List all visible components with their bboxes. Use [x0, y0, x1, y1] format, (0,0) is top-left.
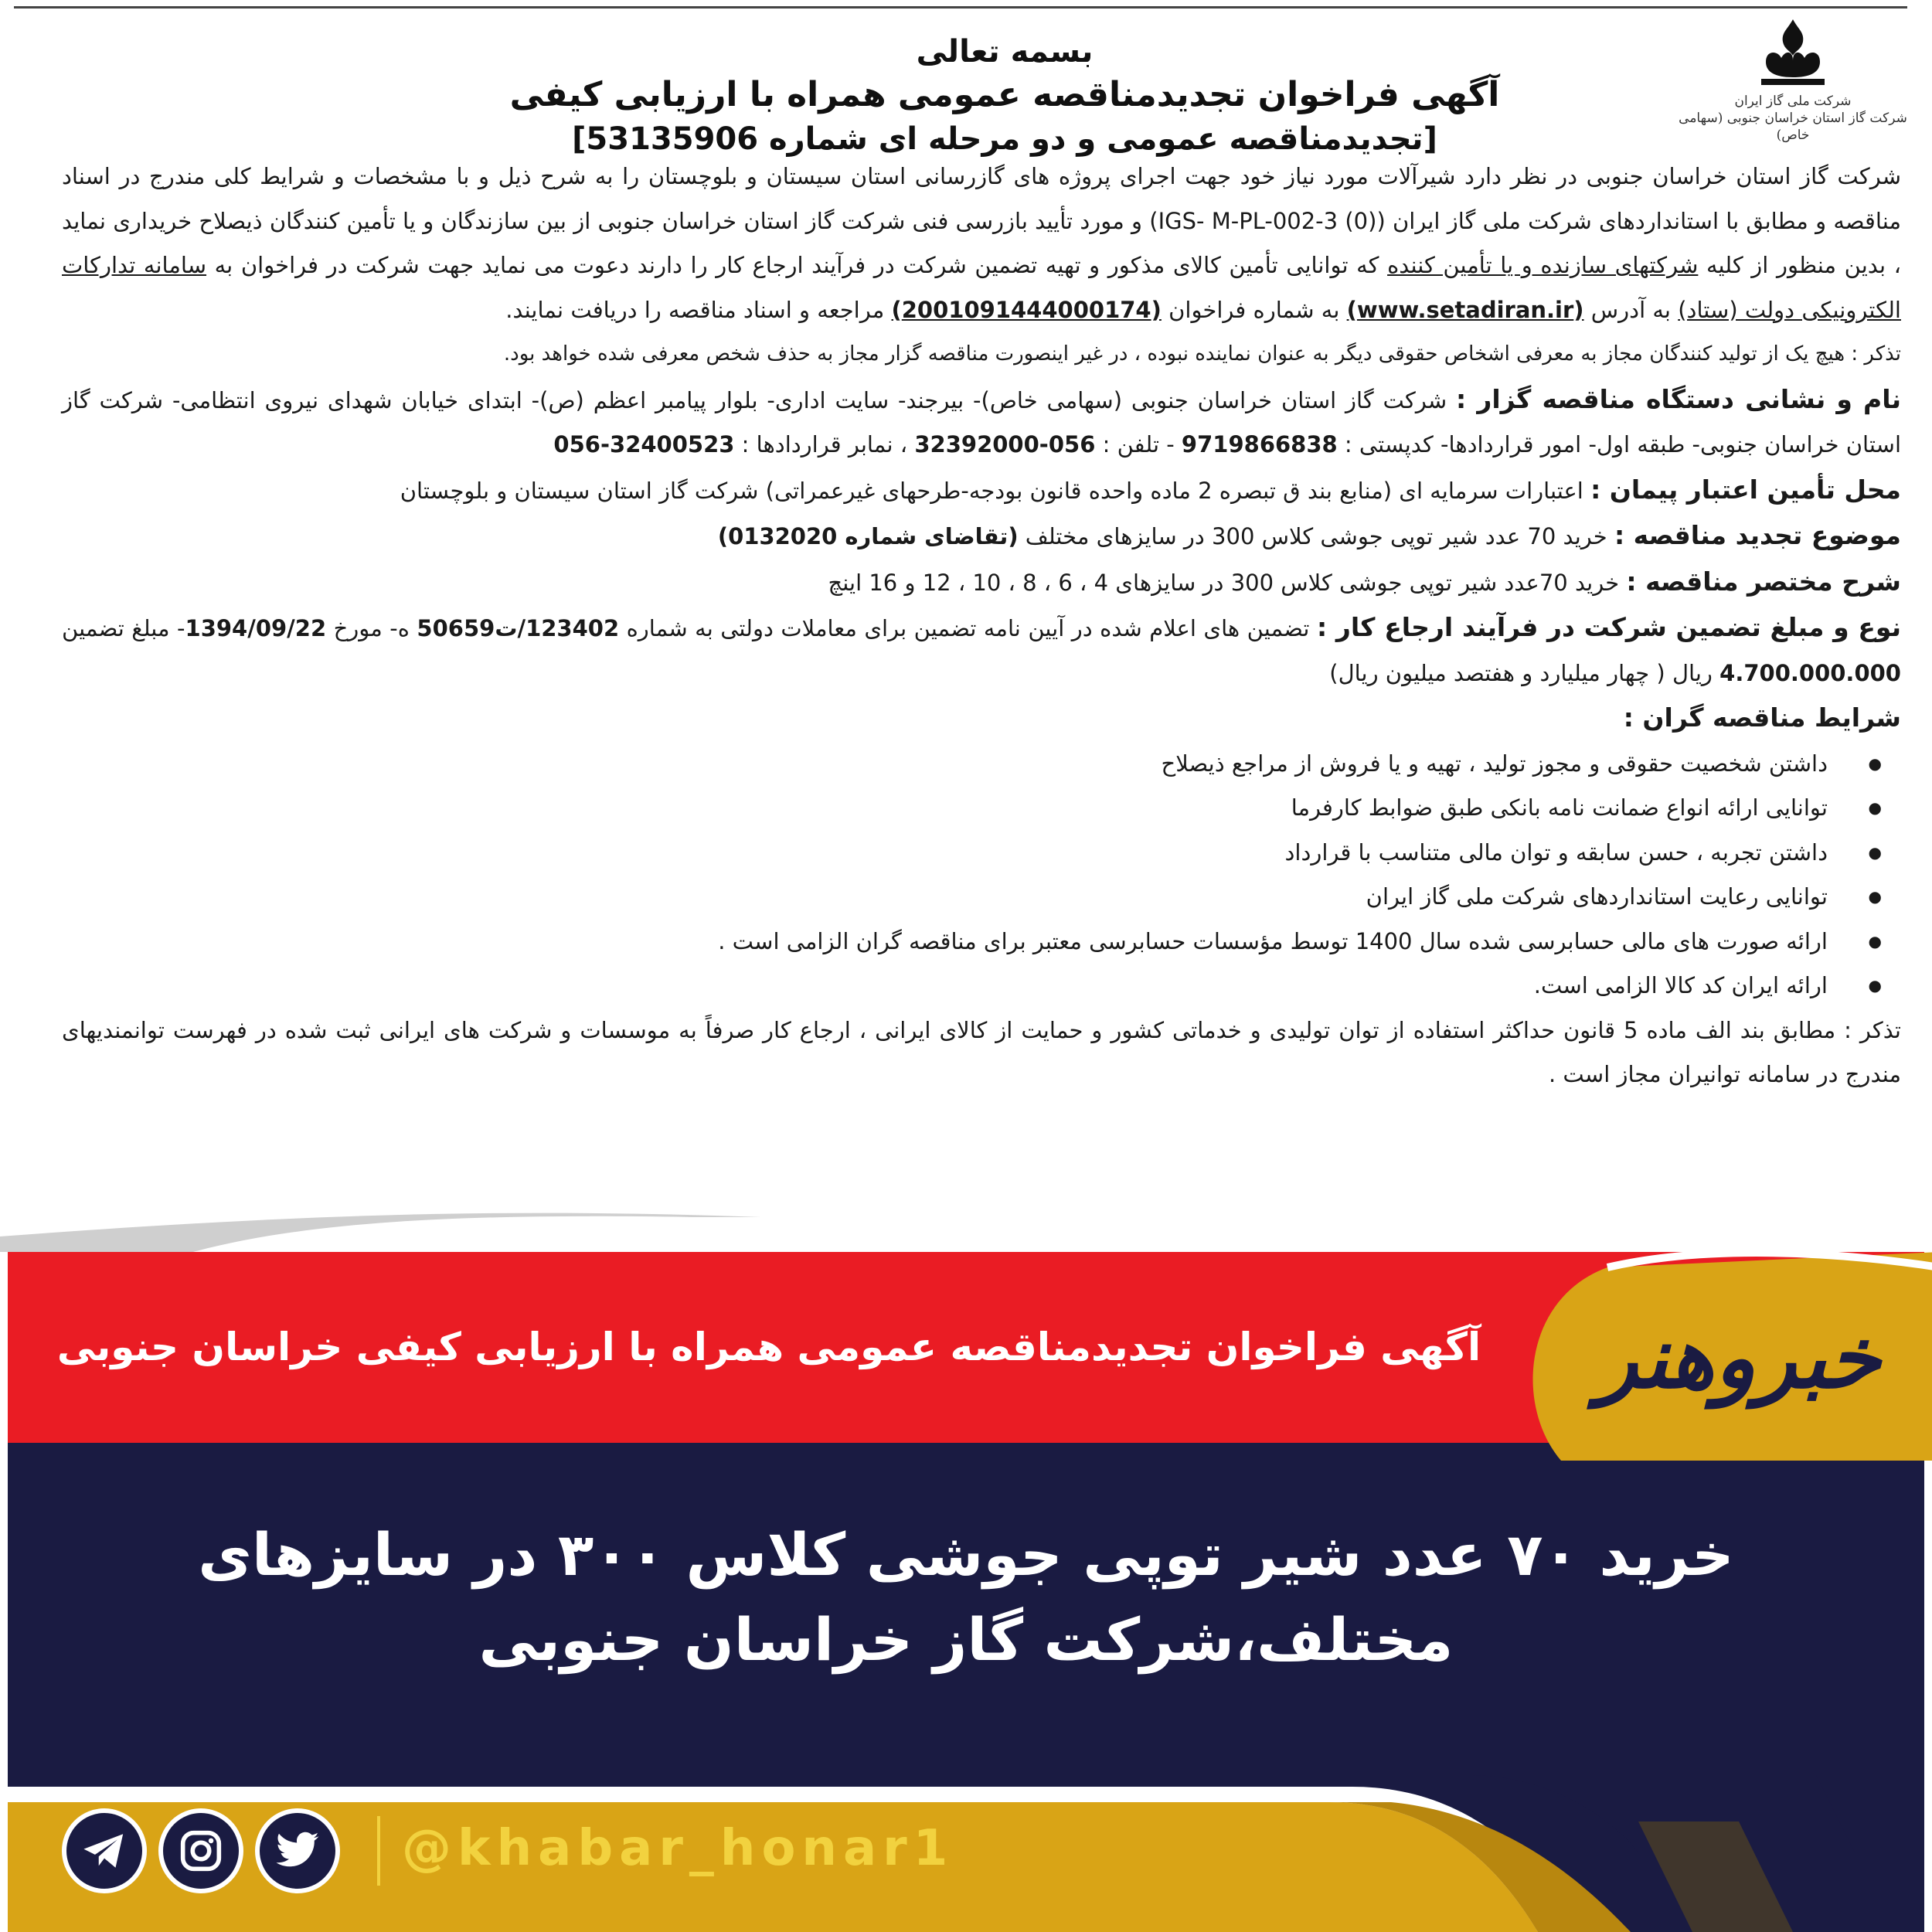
note-one: تذکر : هیچ یک از تولید کنندگان مجاز به معرفی اشخاص حقوقی دیگر به عنوان نماینده نبوده ، در غیر اینصورت مناقصه گزار مجاز به حذف شخص معرفی شده خواهد بود. — [503, 342, 1901, 366]
address-paragraph: نام و نشانی دستگاه مناقصه گزار : شرکت گاز استان خراسان جنوبی (سهامی خاص)- بیرجند- سایت اداری- بلوار پیامبر اعظم (ص)- ابتدای خیابان شهدای نیروی انتظامی- شرکت گاز استان خراسان جنوبی- طبقه اول- امور قراردادها- کدپستی : 9719866838 - تلفن : 056-32392000 ، نمابر قراردادها : 32400523-056 — [62, 383, 1901, 457]
fax-number: 32400523-056 — [553, 431, 735, 457]
document-body — [62, 155, 1901, 1097]
gas-company-logo — [1677, 15, 1909, 147]
request-number: (تقاضای شماره 0132020) — [717, 523, 1019, 549]
subject-label: موضوع تجدید مناقصه : — [1614, 520, 1901, 550]
handle-separator — [377, 1816, 380, 1886]
call-number: (2001091444000174) — [891, 296, 1162, 323]
setad-system-underlined: سامانه تدارکات الکترونیکی دولت (ستاد) — [62, 252, 1901, 323]
news-banner — [0, 1206, 1932, 1932]
flame-logo-icon — [1750, 15, 1835, 93]
address-label: نام و نشانی دستگاه مناقصه گزار : — [1456, 383, 1901, 414]
guarantee-amount: 4.700.000.000 — [1719, 659, 1901, 686]
telegram-icon[interactable] — [62, 1808, 147, 1893]
postal-code: 9719866838 — [1181, 431, 1338, 457]
brand-text: خبروهنر — [1597, 1308, 1881, 1407]
social-handle[interactable]: @khabar_honar1 — [402, 1820, 954, 1877]
website-link[interactable]: (www.setadiran.ir) — [1346, 296, 1584, 323]
guarantee-label: نوع و مبلغ تضمین شرکت در فرآیند ارجاع کار : — [1316, 612, 1901, 642]
subject-paragraph: موضوع تجدید مناقصه : خرید 70 عدد شیر توپی جوشی کلاس 300 در سایزهای مختلف (تقاضای شماره 0132020) — [717, 520, 1901, 550]
list-item: ● توانایی ارائه انواع ضمانت نامه بانکی طبق ضوابط کارفرما — [62, 786, 1882, 831]
conditions-heading: شرایط مناقصه گران : — [1623, 702, 1901, 733]
phone-number: 056-32392000 — [914, 431, 1096, 457]
top-rule — [14, 6, 1907, 9]
logo-caption-1: شرکت ملی گاز ایران — [1734, 94, 1852, 109]
twitter-icon[interactable] — [255, 1808, 340, 1893]
list-item: ● ارائه صورت های مالی حسابرسی شده سال 1400 توسط مؤسسات حسابرسی معتبر برای مناقصه گران الزامی است . — [62, 920, 1882, 964]
intro-paragraph: شرکت گاز استان خراسان جنوبی در نظر دارد شیرآلات مورد نیاز خود جهت اجرای پروژه های گازرسانی استان سیستان و بلوچستان را به شرح ذیل و با مشخصات و شرایط کلی مندرج در اسناد مناقصه و مطابق با استانداردهای شرکت ملی گاز ایران (IGS- M-PL-002-3 (0)) و مورد تأیید بازرسی فنی شرکت گاز استان خراسان جنوبی از بین سازندگان و یا تأمین کنندگان ذیصلاح خریداری نماید ، بدین منظور از کلیه شرکتهای سازنده و یا تأمین کننده که توانایی تأمین کالای مذکور و تهیه تضمین شرکت در فرآیند ارجاع کار را دارند دعوت می نماید جهت شرکت در فراخوان به سامانه تدارکات الکترونیکی دولت (ستاد) به آدرس (www.setadiran.ir) به شماره فراخوان (2001091444000174) مراجعه و اسناد مناقصه را دریافت نمایند. — [62, 163, 1902, 323]
brief-label: شرح مختصر مناقصه : — [1626, 566, 1901, 597]
note-two: تذکر : مطابق بند الف ماده 5 قانون حداکثر استفاده از توان تولیدی و خدماتی کشور و حمایت از کالای ایرانی ، ارجاع کار صرفاً به موسسات و شرکت های ایرانی ثبت شده در فهرست توانمندیهای مندرج در سامانه توانیران مجاز است . — [62, 1016, 1902, 1087]
suppliers-underlined: شرکتهای سازنده و یا تأمین کننده — [1387, 252, 1699, 278]
banner-headline: خرید ۷۰ عدد شیر توپی جوشی کلاس ۳۰۰ در سایزهای مختلف،شرکت گاز خراسان جنوبی — [198, 1520, 1734, 1674]
guarantee-paragraph: نوع و مبلغ تضمین شرکت در فرآیند ارجاع کار : تضمین های اعلام شده در آیین نامه تضمین برای معاملات دولتی به شماره 123402/ت50659 ه- مورخ 1394/09/22- مبلغ تضمین 4.700.000.000 ریال ( چهار میلیارد و هفتصد میلیون ریال) — [62, 612, 1901, 686]
list-item: ● توانایی رعایت استانداردهای شرکت ملی گاز ایران — [62, 875, 1882, 920]
banner-red-title: آگهی فراخوان تجدیدمناقصه عمومی همراه با ارزیابی کیفی خراسان جنوبی — [56, 1325, 1481, 1369]
instagram-icon[interactable] — [158, 1808, 243, 1893]
tender-title: آگهی فراخوان تجدیدمناقصه عمومی همراه با ارزیابی کیفی — [509, 75, 1500, 114]
document-heading — [386, 31, 1623, 161]
navy-headline-block — [8, 1443, 1924, 1767]
conditions-list — [62, 742, 1901, 1009]
list-item: ● ارائه ایران کد کالا الزامی است. — [62, 964, 1882, 1009]
funding-label: محل تأمین اعتبار پیمان : — [1590, 474, 1901, 505]
bismillah-line: بسمه تعالی — [916, 34, 1094, 70]
logo-caption-2: شرکت گاز استان خراسان جنوبی (سهامی خاص) — [1679, 111, 1907, 143]
brief-paragraph: شرح مختصر مناقصه : خرید 70عدد شیر توپی جوشی کلاس 300 در سایزهای 4 ، 6 ، 8 ، 10 ، 12 و 16 اینچ — [828, 566, 1901, 597]
regulation-number: 123402/ت50659 — [417, 615, 620, 641]
funding-paragraph: محل تأمین اعتبار پیمان : اعتبارات سرمایه ای (منابع بند ق تبصره 2 ماده واحده قانون بودجه-طرحهای غیرعمراتی) شرکت گاز استان سیستان و بلوچستان — [400, 474, 1901, 505]
regulation-date: 1394/09/22 — [185, 615, 327, 641]
tender-number: [تجدیدمناقصه عمومی و دو مرحله ای شماره 53135906] — [572, 121, 1437, 157]
list-item: ● داشتن شخصیت حقوقی و مجوز تولید ، تهیه و یا فروش از مراجع ذیصلاح — [62, 742, 1882, 787]
list-item: ● داشتن تجربه ، حسن سابقه و توان مالی متناسب با قرارداد — [62, 831, 1882, 876]
khabar-honar-logo — [1507, 1252, 1932, 1461]
